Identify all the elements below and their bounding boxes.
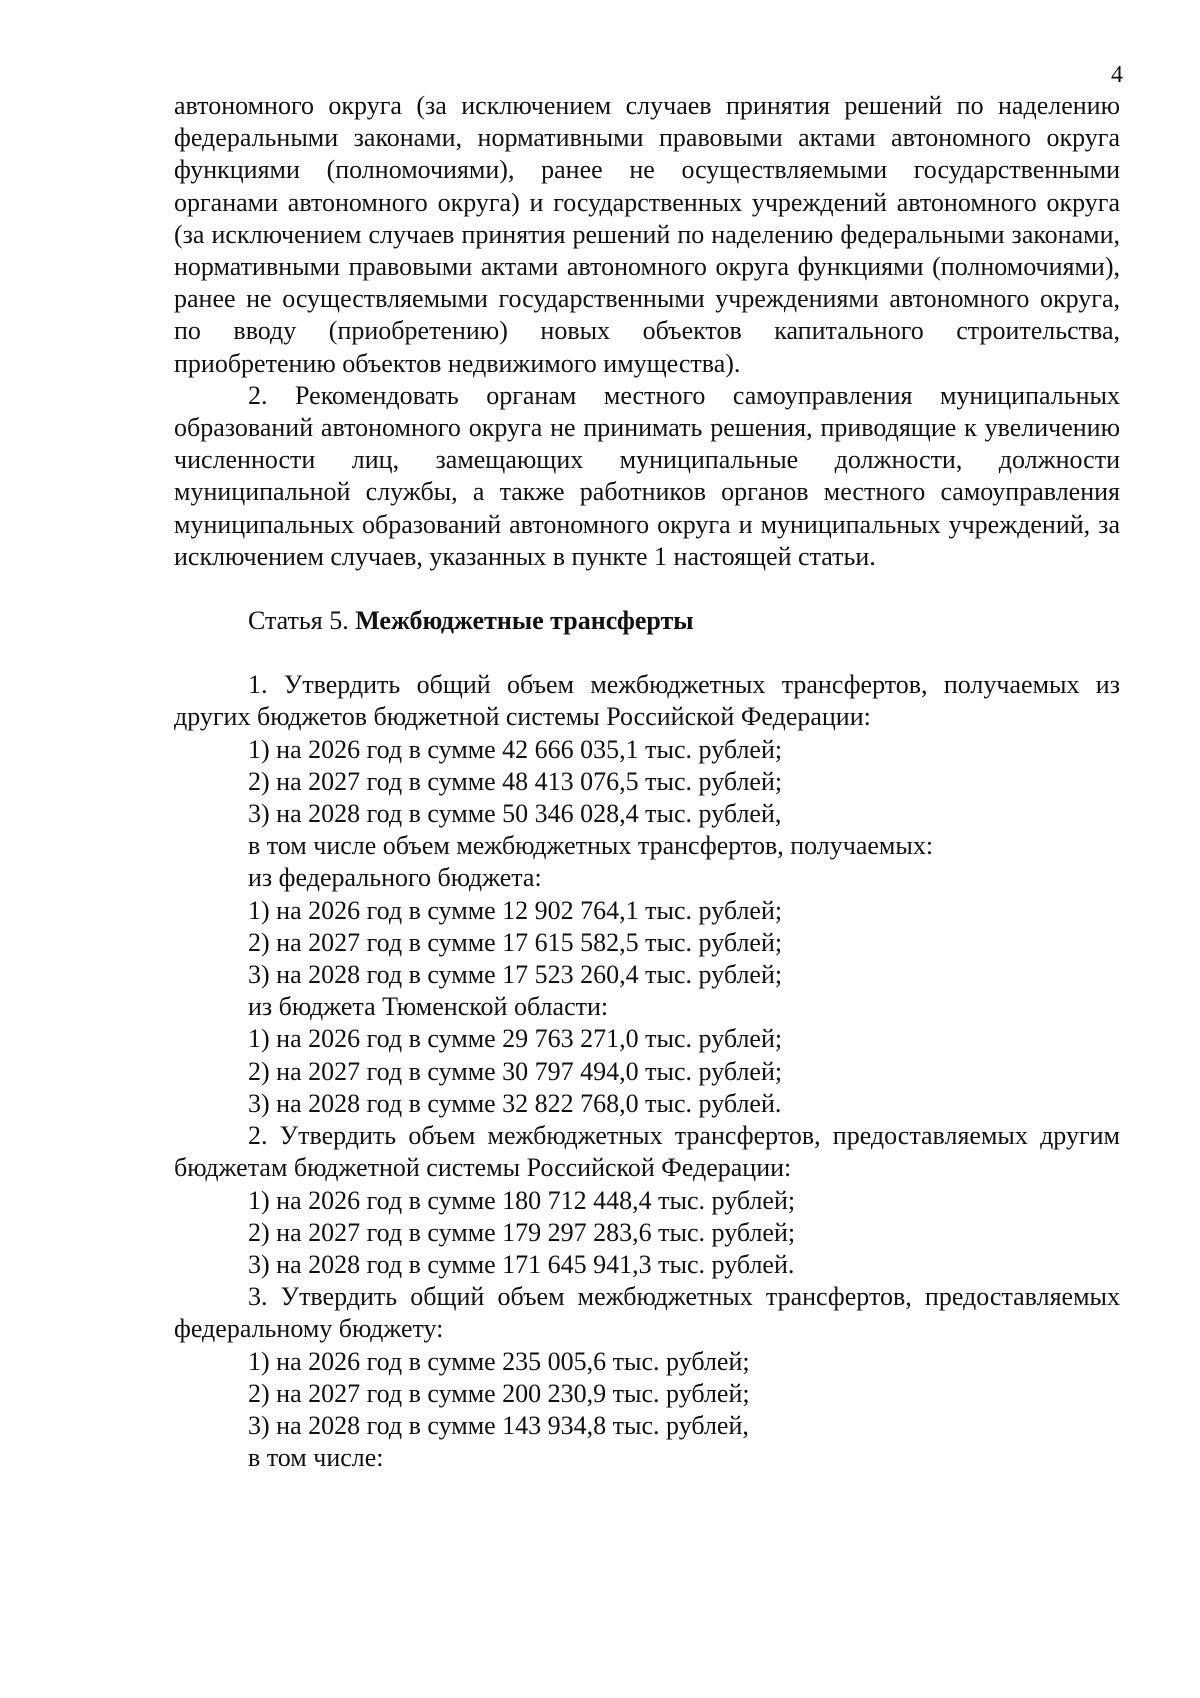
section-3-intro: 3. Утвердить общий объем межбюджетных трансфертов, предоставляемых федеральному бюджету:	[174, 1282, 1120, 1344]
paragraph-continuation: автономного округа (за исключением случаев принятия решений по наделению федеральными законами, нормативными правовыми актами автономного округа функциями (полномочиями), ранее не осуществляемыми государственными органами автономного округа) и государственных учреждений автономного округа (за исключением случаев принятия решений по наделению федеральными законами, нормативными правовыми актами автономного округа функциями (полномочиями), ранее не осуществляемыми государственными учреждениями автономного округа, по вводу (приобретению) новых объектов капитального строительства, приобретению объектов недвижимого имущества).	[174, 91, 1120, 378]
list-item: 3) на 2028 год в сумме 17 523 260,4 тыс. рублей;	[248, 960, 783, 990]
list-item: 2) на 2027 год в сумме 179 297 283,6 тыс. рублей;	[248, 1217, 796, 1247]
list-item: 2) на 2027 год в сумме 200 230,9 тыс. рублей;	[248, 1378, 750, 1408]
list-item: 3) на 2028 год в сумме 32 822 768,0 тыс. рублей.	[248, 1088, 782, 1118]
list-item: из федерального бюджета:	[248, 863, 542, 893]
section-1-intro: 1. Утвердить общий объем межбюджетных трансфертов, получаемых из других бюджетов бюджетной системы Российской Федерации:	[174, 670, 1120, 732]
article-heading	[174, 605, 1120, 637]
list-item: 2) на 2027 год в сумме 30 797 494,0 тыс. рублей;	[248, 1056, 783, 1086]
list-item: 1) на 2026 год в сумме 29 763 271,0 тыс. рублей;	[248, 1024, 783, 1054]
list-item: в том числе объем межбюджетных трансфертов, получаемых:	[248, 831, 934, 861]
spacer	[174, 637, 1120, 669]
document-body	[174, 90, 1120, 1474]
list-item: 2) на 2027 год в сумме 48 413 076,5 тыс. рублей;	[248, 766, 783, 796]
list-item: в том числе:	[248, 1443, 384, 1473]
list-item: 3) на 2028 год в сумме 143 934,8 тыс. рублей,	[248, 1410, 749, 1440]
article-prefix: Статья 5.	[248, 606, 356, 636]
list-item: 1) на 2026 год в сумме 235 005,6 тыс. рублей;	[248, 1346, 750, 1376]
article-title: Межбюджетные трансферты	[355, 606, 694, 636]
list-item: 1) на 2026 год в сумме 180 712 448,4 тыс. рублей;	[248, 1185, 796, 1215]
page-number: 4	[1111, 62, 1123, 88]
list-item: 2) на 2027 год в сумме 17 615 582,5 тыс. рублей;	[248, 927, 783, 957]
list-item: 3) на 2028 год в сумме 50 346 028,4 тыс. рублей,	[248, 799, 782, 829]
list-item: 3) на 2028 год в сумме 171 645 941,3 тыс. рублей.	[248, 1249, 795, 1279]
spacer	[174, 573, 1120, 605]
section-2-intro: 2. Утвердить объем межбюджетных трансфертов, предоставляемых другим бюджетам бюджетной системы Российской Федерации:	[174, 1121, 1120, 1183]
list-item: 1) на 2026 год в сумме 12 902 764,1 тыс. рублей;	[248, 895, 783, 925]
paragraph-item-2: 2. Рекомендовать органам местного самоуправления муниципальных образований автономного округа не принимать решения, приводящие к увеличению численности лиц, замещающих муниципальные должности, должности муниципальной службы, а также работников органов местного самоуправления муниципальных образований автономного округа и муниципальных учреждений, за исключением случаев, указанных в пункте 1 настоящей статьи.	[174, 380, 1120, 571]
list-item: из бюджета Тюменской области:	[248, 992, 609, 1022]
list-item: 1) на 2026 год в сумме 42 666 035,1 тыс. рублей;	[248, 734, 783, 764]
